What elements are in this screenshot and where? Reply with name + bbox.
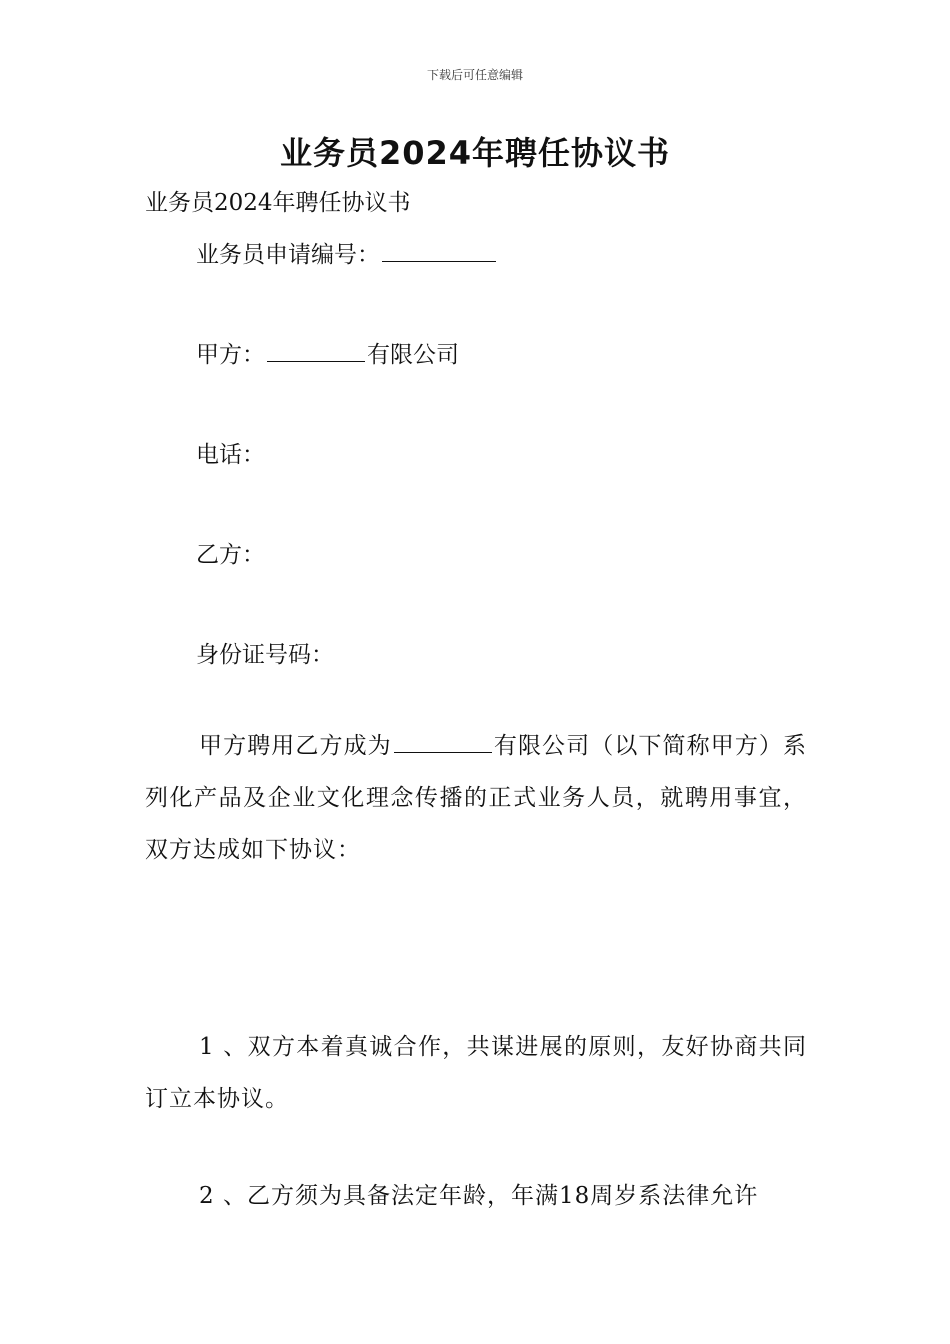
phone-label: 电话： — [196, 442, 265, 468]
application-number-label: 业务员申请编号： — [196, 242, 380, 268]
party-a-blank — [267, 360, 365, 362]
clause-2: 2 、乙方须为具备法定年龄，年满18周岁系法律允许 — [199, 1183, 759, 1209]
intro-paragraph — [145, 720, 807, 876]
intro-suffix: 有限公司（以下简称甲方）系列化产品及企业文化理念传播的正式业务人员，就聘用事宜，双方达成如下协议： — [145, 733, 808, 863]
party-b-label: 乙方： — [196, 542, 265, 568]
clause-1: 1 、双方本着真诚合作，共谋进展的原则，友好协商共同订立本协议。 — [145, 1034, 807, 1112]
application-number-line — [196, 236, 498, 269]
id-number-line — [196, 636, 334, 669]
id-number-label: 身份证号码： — [196, 642, 334, 668]
party-b-line — [196, 536, 265, 569]
document-title: 业务员2024年聘任协议书 — [279, 134, 671, 172]
party-a-label: 甲方： — [196, 342, 265, 368]
phone-line — [196, 436, 265, 469]
header-note: 下载后可任意编辑 — [426, 68, 523, 82]
intro-prefix: 甲方聘用乙方成为 — [199, 733, 392, 759]
application-number-blank — [382, 260, 496, 262]
company-name-blank — [394, 751, 492, 753]
party-a-suffix: 有限公司 — [367, 342, 459, 368]
party-a-line — [196, 336, 459, 369]
document-subtitle: 业务员2024年聘任协议书 — [145, 190, 411, 216]
